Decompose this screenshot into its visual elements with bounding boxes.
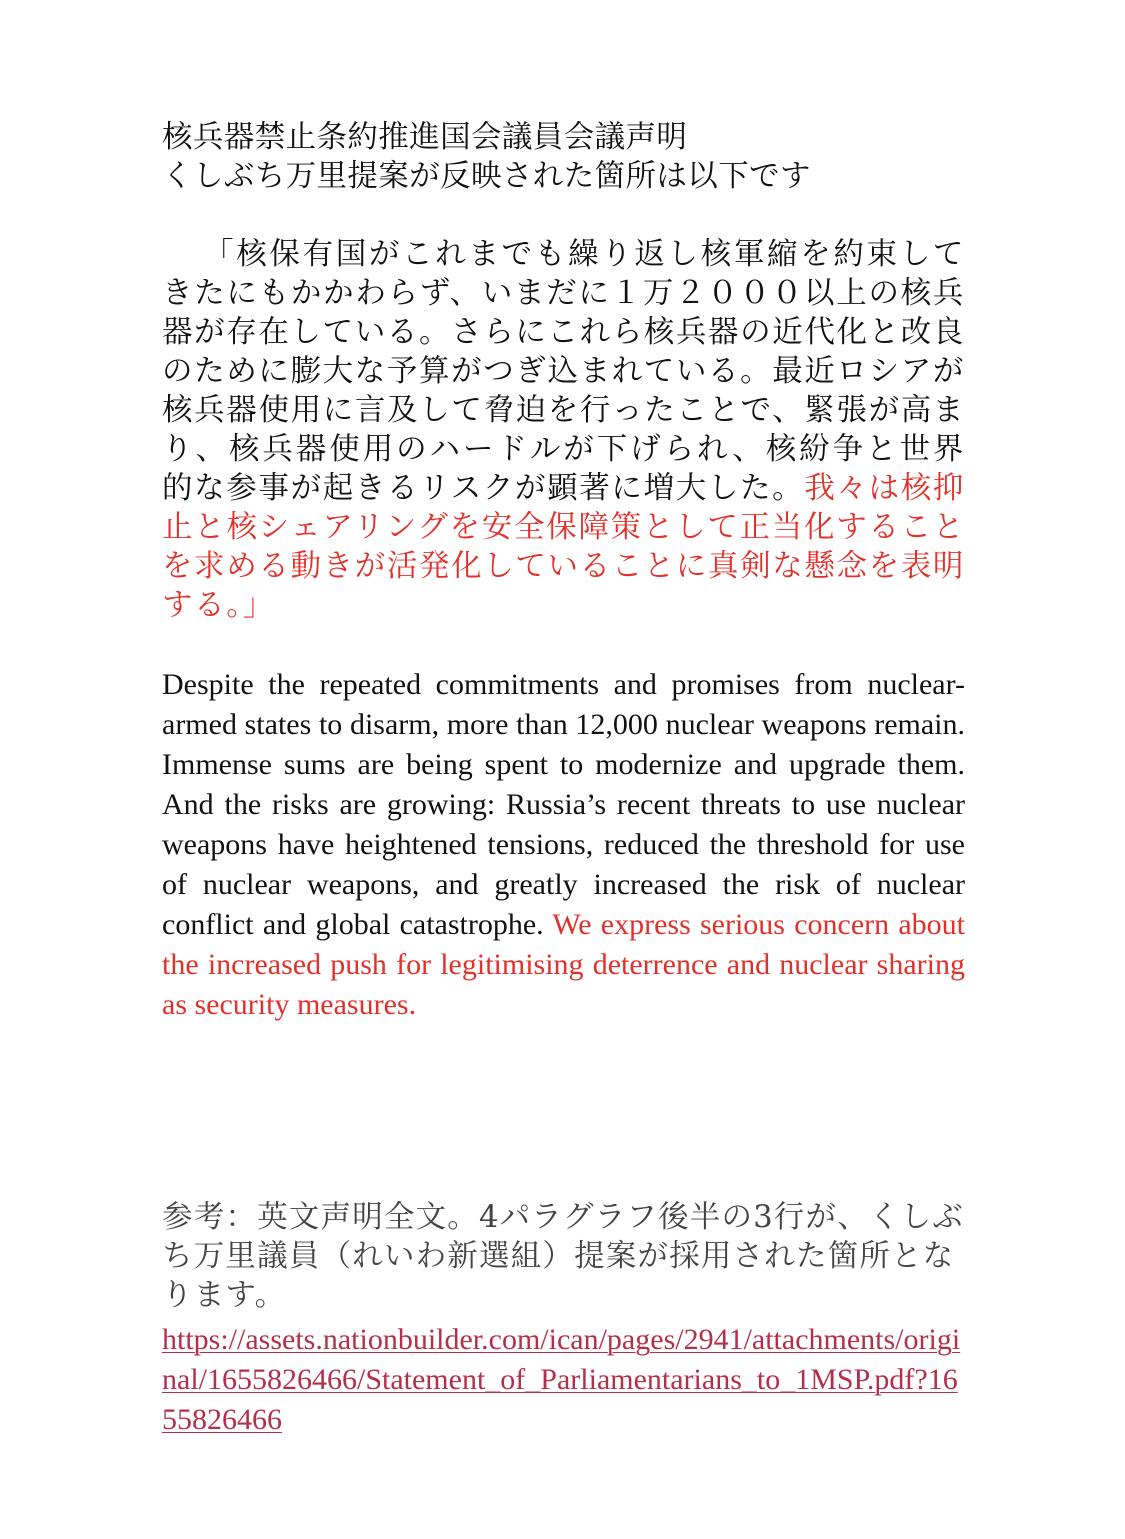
title-line-2: くしぶち万里提案が反映された箇所は以下です — [162, 159, 811, 194]
english-paragraph-text: Despite the repeated commitments and promises from nuclear-armed states to disarm, more than 12,000 nuclear weapons remain. Immense sums are being spent to modernize and upgrade them. And the risks are growing: Russia’s recent threats to use nuclear weapons have heightened tensions, reduced the threshold for use of nuclear weapons, and greatly increased the risk of nuclear conflict and global catastrophe. — [162, 668, 965, 941]
statement-title — [162, 118, 965, 196]
title-line-1: 核兵器禁止条約推進国会議員会議声明 — [162, 120, 688, 155]
japanese-quote-text: 「核保有国がこれまでも繰り返し核軍縮を約束してきたにもかかわらず、いまだに１万２０００以上の核兵器が存在している。さらにこれら核兵器の近代化と改良のために膨大な予算がつぎ込まれている。最近ロシアが核兵器使用に言及して脅迫を行ったことで、緊張が高まり、核兵器使用のハードルが下げられ、核紛争と世界的な参事が起きるリスクが顕著に増大した。 — [162, 237, 965, 506]
japanese-quote-highlight: 我々は核抑止と核シェアリングを安全保障策として正当化することを求める動きが活発化していることに真剣な懸念を表明する。」 — [162, 471, 966, 623]
statement-pdf-link[interactable]: https://assets.nationbuilder.com/ican/pages/2941/attachments/original/1655826466/Statement_of_Parliamentarians_to_1MSP.pdf?1655826466 — [162, 1323, 961, 1436]
english-paragraph-highlight: We express serious concern about the increased push for legitimising deterrence and nuclear sharing as security measures. — [162, 908, 965, 1021]
japanese-quote — [162, 235, 965, 625]
english-paragraph — [162, 665, 965, 1025]
reference-note: 参考：英文声明全文。4パラグラフ後半の3行が、くしぶち万里議員（れいわ新選組）提案が採用された箇所となります。 — [162, 1200, 965, 1313]
